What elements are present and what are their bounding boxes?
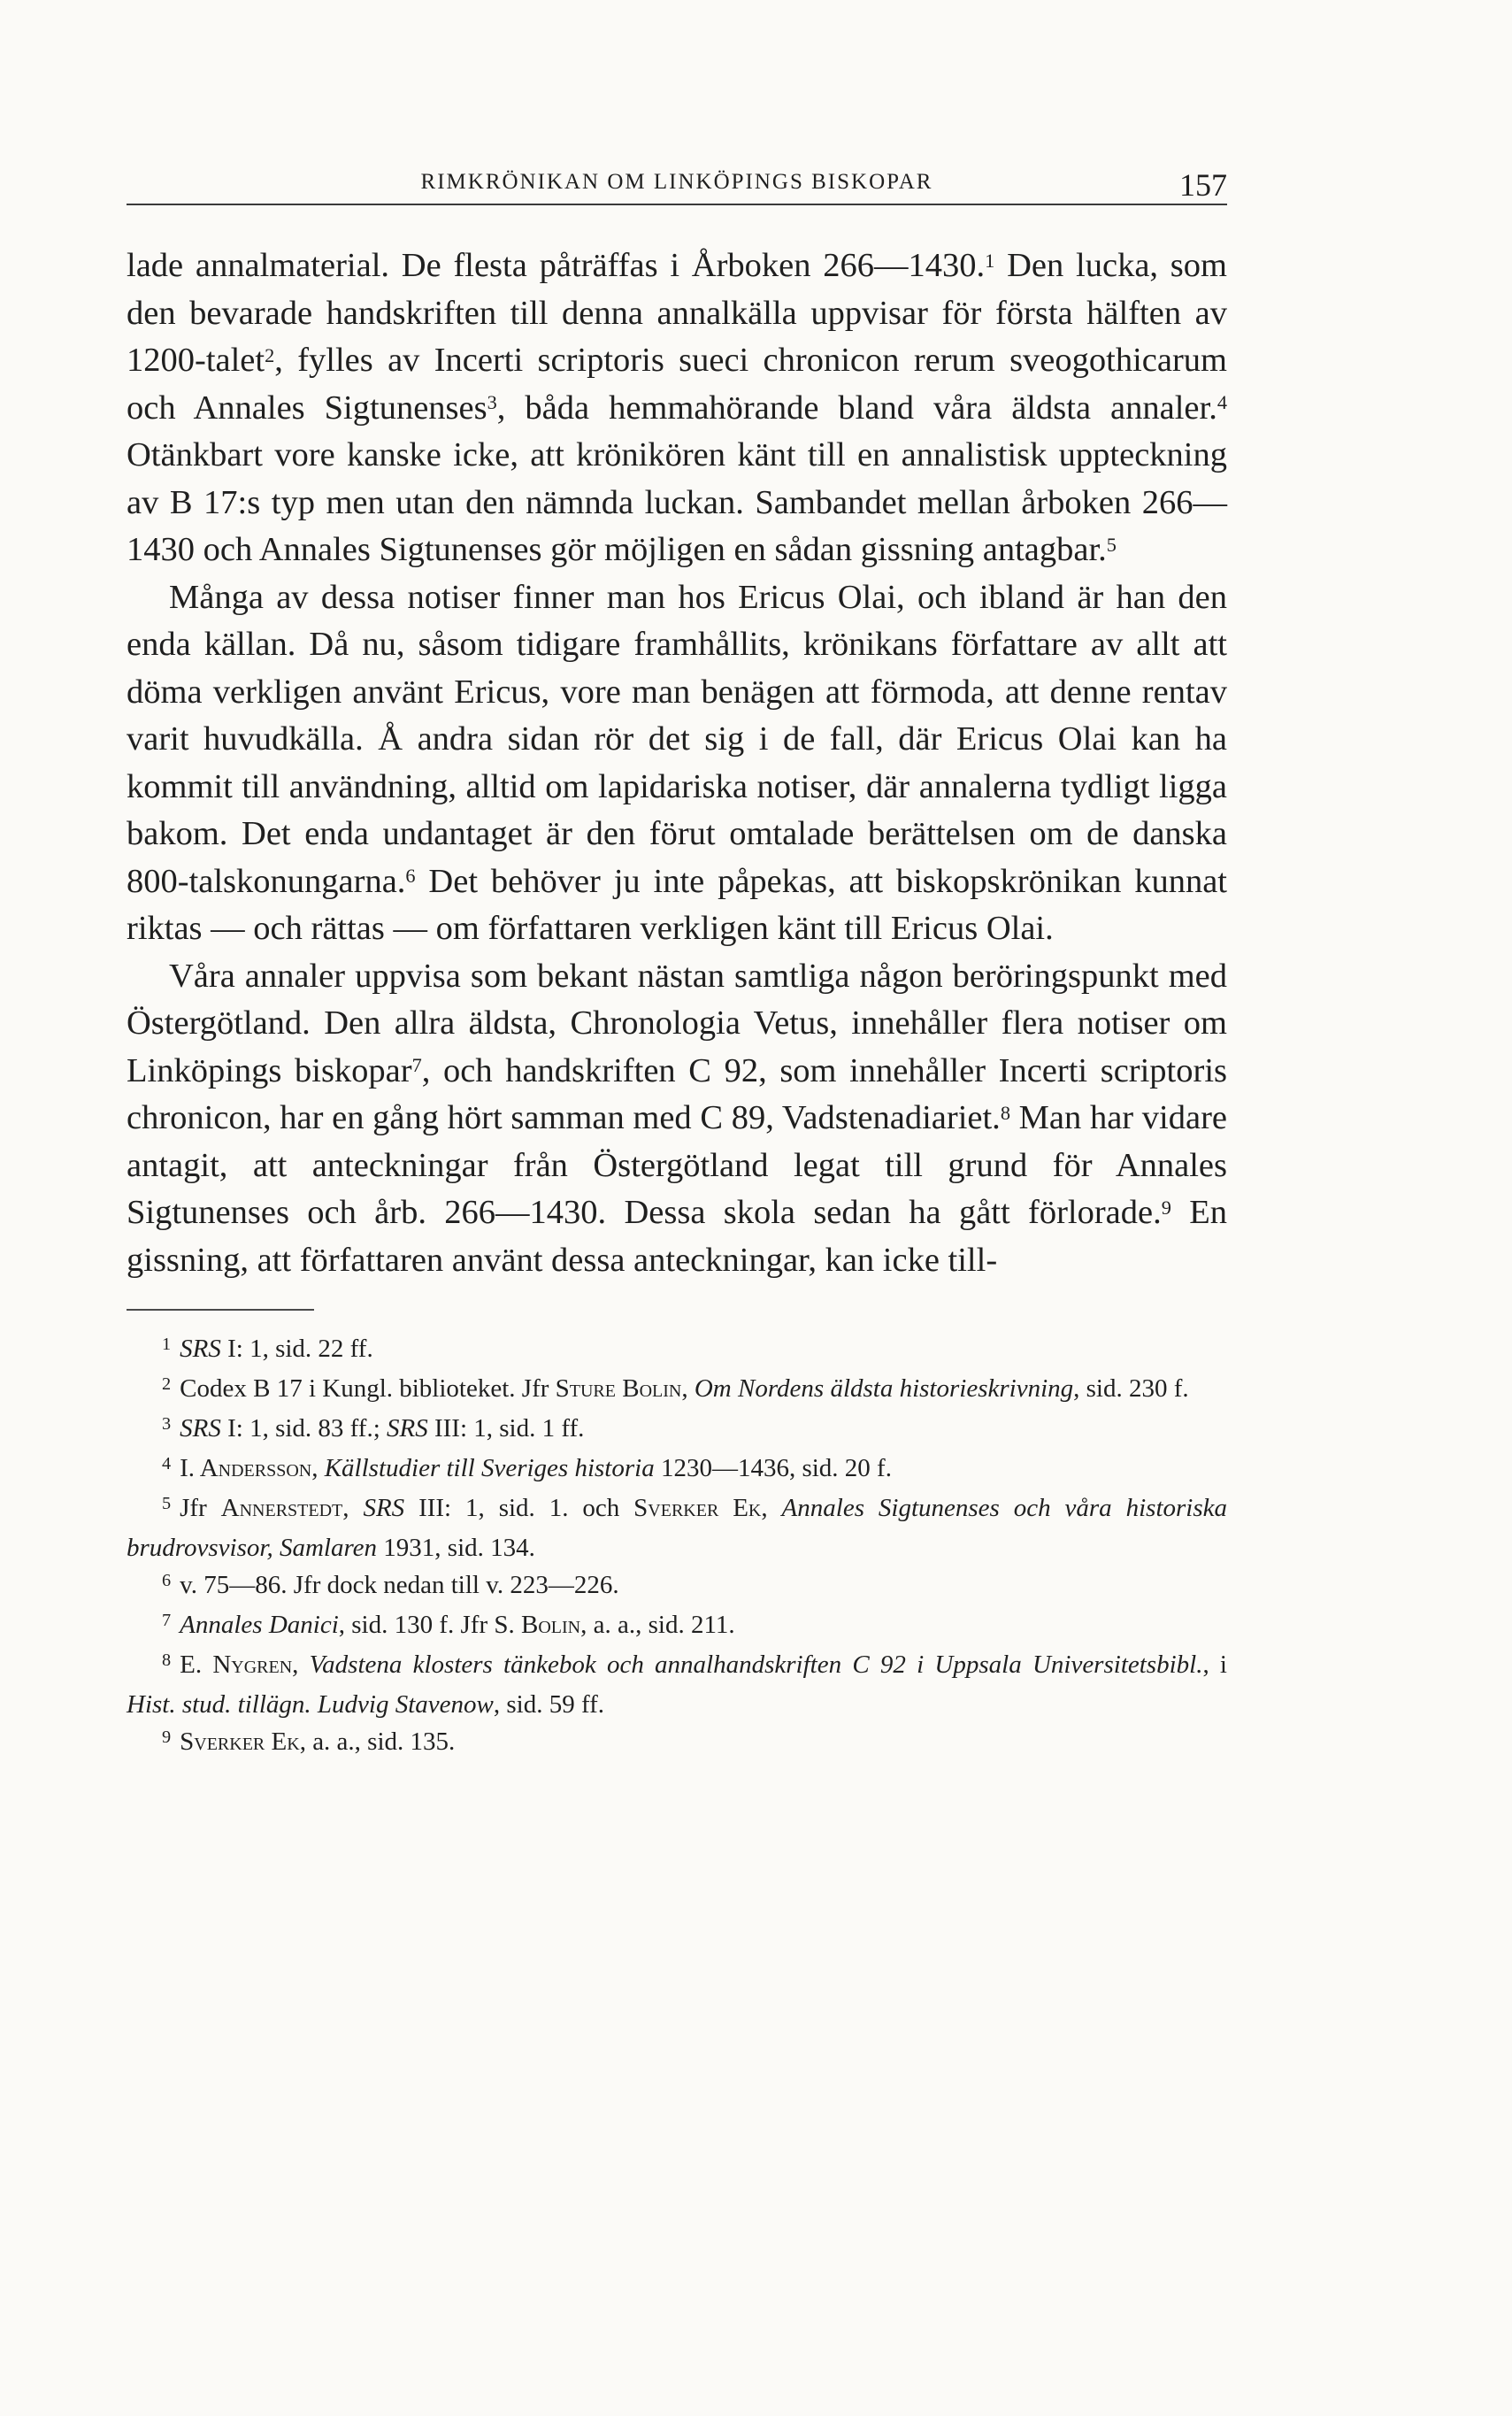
footnote-ref: 7 bbox=[411, 1054, 422, 1077]
text-run: lade annalmaterial. De flesta påträffas i Årboken 266—1430. bbox=[127, 247, 986, 284]
main-text bbox=[127, 242, 1227, 1284]
footnote-number: 5 bbox=[162, 1493, 172, 1513]
footnote-9 bbox=[127, 1723, 1227, 1763]
text-run: , båda hemmahörande bland våra äldsta annaler. bbox=[496, 389, 1217, 427]
fn-title: Hist. stud. tillägn. Ludvig Stavenow bbox=[127, 1690, 494, 1719]
footnote-number: 9 bbox=[162, 1727, 172, 1747]
fn-author: E. Nygren bbox=[180, 1650, 293, 1679]
text-run: Många av dessa notiser finner man hos Ericus Olai, och ibland är han den enda källan. Då nu, såsom tidigare framhållits, krönikans författare av allt att döma verkligen använt Ericus, vore man benägen att förmoda, att denne rentav varit huvudkälla. Å andra sidan rör det sig i de fall, där Ericus Olai kan ha kommit till användning, alltid om lapidariska notiser, där annalerna tydligt ligga bakom. Det enda undantaget är den förut omtalade berättelsen om de danska 800-talskonungarna. bbox=[127, 578, 1227, 900]
fn-title: SRS bbox=[180, 1414, 221, 1443]
fn-text: III: 1, sid. 1. och bbox=[404, 1494, 634, 1522]
footnote-4 bbox=[127, 1450, 1227, 1489]
text-run: Man har vidare antagit, att anteckningar från Östergötland legat till grund för Annales Sigtunenses och årb. 266—1430. Dessa skola sedan ha gått förlorade. bbox=[127, 1099, 1227, 1231]
fn-author: I. Andersson bbox=[180, 1454, 312, 1482]
fn-title: Vadstena klosters tänkebok och annalhandskriften C 92 i Uppsala Universitetsbibl. bbox=[309, 1650, 1203, 1679]
running-title: RIMKRÖNIKAN OM LINKÖPINGS BISKOPAR bbox=[420, 170, 933, 194]
text-run: Den lucka, som den bevarade handskriften till denna annalkälla uppvisar för första hälften av 1200-talet bbox=[127, 247, 1227, 379]
fn-text: 1931, sid. 134. bbox=[377, 1534, 535, 1562]
fn-text: I: 1, sid. 22 ff. bbox=[220, 1335, 373, 1363]
fn-text: , bbox=[761, 1494, 782, 1522]
footnote-number: 8 bbox=[162, 1650, 172, 1670]
fn-author: Sture Bolin bbox=[555, 1374, 682, 1403]
fn-text: Jfr bbox=[180, 1494, 221, 1522]
footnote-ref: 2 bbox=[265, 343, 275, 366]
fn-title: Om Nordens äldsta historieskrivning bbox=[694, 1374, 1074, 1403]
footnote-3 bbox=[127, 1410, 1227, 1450]
text-run: Våra annaler uppvisa som bekant nästan samtliga någon beröringspunkt med Östergötland. Den allra äldsta, Chronologia Vetus, innehåller flera notiser om Linköpings biskopar bbox=[127, 957, 1227, 1089]
footnote-5 bbox=[127, 1489, 1227, 1566]
fn-author: Sverker Ek bbox=[180, 1727, 300, 1756]
fn-author: S. Bolin bbox=[494, 1611, 581, 1639]
fn-text: 1230—1436, sid. 20 f. bbox=[654, 1454, 892, 1482]
footnote-ref: 4 bbox=[1217, 391, 1227, 414]
page-number: 157 bbox=[1179, 167, 1227, 203]
footnote-6 bbox=[127, 1566, 1227, 1606]
footnote-7 bbox=[127, 1606, 1227, 1646]
footnote-8 bbox=[127, 1646, 1227, 1723]
footnote-number: 1 bbox=[162, 1334, 172, 1354]
fn-text: , bbox=[342, 1494, 364, 1522]
fn-author: Annerstedt bbox=[220, 1494, 343, 1522]
fn-text: , sid. 130 f. Jfr bbox=[338, 1611, 495, 1639]
fn-text: SRS bbox=[180, 1335, 221, 1363]
footnote-ref: 1 bbox=[985, 249, 995, 272]
footnote-number: 4 bbox=[162, 1453, 172, 1473]
fn-title: SRS bbox=[387, 1414, 428, 1443]
footnote-number: 3 bbox=[162, 1413, 172, 1434]
fn-text: III: 1, sid. 1 ff. bbox=[427, 1414, 585, 1443]
fn-text: Codex B 17 i Kungl. biblioteket. Jfr bbox=[180, 1374, 556, 1403]
fn-text: , sid. 230 f. bbox=[1073, 1374, 1189, 1403]
fn-text: , bbox=[292, 1650, 310, 1679]
fn-text: , i bbox=[1202, 1650, 1227, 1679]
fn-author: Sverker Ek bbox=[633, 1494, 762, 1522]
fn-text: , a. a., sid. 135. bbox=[299, 1727, 456, 1756]
footnotes bbox=[127, 1330, 1227, 1763]
footnote-ref: 6 bbox=[405, 865, 416, 888]
running-head bbox=[127, 166, 1227, 205]
book-page bbox=[127, 166, 1227, 1763]
fn-title: SRS bbox=[363, 1494, 405, 1522]
fn-text: , bbox=[681, 1374, 695, 1403]
fn-text: v. 75—86. Jfr dock nedan till v. 223—226. bbox=[180, 1571, 619, 1599]
footnote-separator bbox=[127, 1309, 314, 1311]
footnote-ref: 8 bbox=[1000, 1101, 1010, 1124]
fn-title: Källstudier till Sveriges historia bbox=[324, 1454, 655, 1482]
fn-text: , sid. 59 ff. bbox=[493, 1690, 605, 1719]
footnote-number: 7 bbox=[162, 1610, 172, 1630]
footnote-ref: 5 bbox=[1106, 533, 1117, 556]
fn-text: , a. a., sid. 211. bbox=[580, 1611, 735, 1639]
fn-title: Annales Danici bbox=[180, 1611, 339, 1639]
footnote-number: 6 bbox=[162, 1570, 172, 1590]
fn-text: I: 1, sid. 83 ff.; bbox=[220, 1414, 388, 1443]
fn-title: Annales Sigtunenses och våra historiska brudrovsvisor, Samlaren bbox=[127, 1494, 1227, 1562]
footnote-1 bbox=[127, 1330, 1227, 1370]
text-run: , och handskriften C 92, som innehåller Incerti scriptoris chronicon, har en gång hört samman med C 89, Vadstenadiariet. bbox=[127, 1051, 1228, 1136]
paragraph-3 bbox=[127, 953, 1227, 1285]
text-run: Otänkbart vore kanske icke, att krönikören känt till en annalistisk uppteckning av B 17:s typ men utan den nämnda luckan. Sambandet mellan årboken 266—1430 och Annales Sigtunenses gör möjligen en sådan gissning antagbar. bbox=[127, 436, 1227, 568]
paragraph-2 bbox=[127, 574, 1227, 953]
footnote-ref: 3 bbox=[487, 391, 497, 414]
text-run: , fylles av Incerti scriptoris sueci chronicon rerum sveogothicarum och Annales Sigtunenses bbox=[127, 342, 1227, 427]
fn-text: , bbox=[311, 1454, 325, 1482]
footnote-number: 2 bbox=[162, 1373, 172, 1394]
text-run: En gissning, att författaren använt dessa anteckningar, kan icke till- bbox=[127, 1194, 1227, 1279]
paragraph-1 bbox=[127, 242, 1227, 574]
footnote-ref: 9 bbox=[1161, 1196, 1171, 1219]
text-run: Det behöver ju inte påpekas, att biskopskrönikan kunnat riktas — och rättas — om författaren verkligen känt till Ericus Olai. bbox=[127, 862, 1227, 947]
footnote-2 bbox=[127, 1370, 1227, 1410]
